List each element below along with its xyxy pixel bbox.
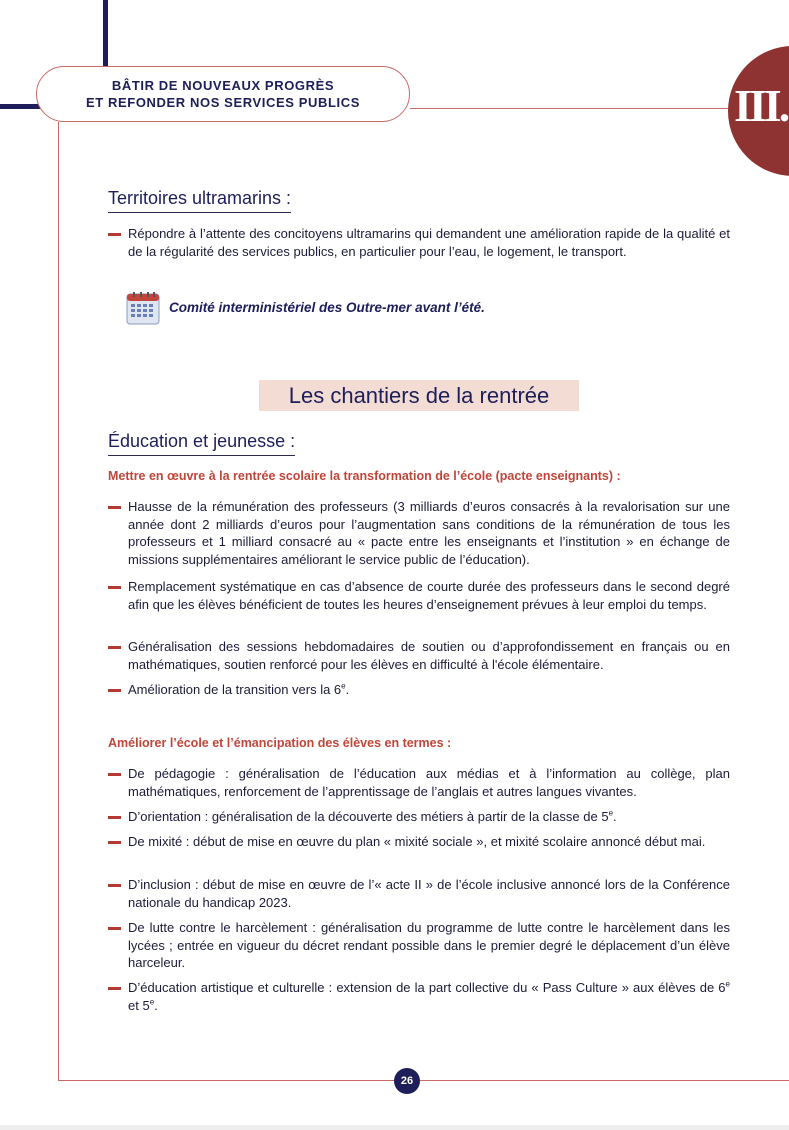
list-item-text: Hausse de la rémunération des professeurs (3 milliards d’euros consacrés à la revalorisation sur une année dont 2 milliards d’euros pour l’augmentation sans conditions de la rémunération de tous les professeurs et 1 milliard consacré au « pacte entre les enseignants et l’institution » en échange de missions supplémentaires améliorant le service public de l’éducation). — [128, 499, 730, 567]
decorative-navy-vertical-line — [103, 0, 108, 66]
header-line-1: BÂTIR DE NOUVEAUX PROGRÈS — [111, 78, 335, 93]
bullet-dash — [108, 506, 121, 509]
bullet-dash — [108, 816, 121, 819]
subsection-title-pacte: Mettre en œuvre à la rentrée scolaire la transformation de l’école (pacte enseignants) : — [108, 469, 621, 483]
list-item-text: D’inclusion : début de mise en œuvre de l’« acte II » de l’école inclusive annoncé lors de la Conférence nationale du handicap 2023. — [128, 877, 730, 910]
frame-left-line — [58, 122, 59, 1080]
bullet-dash — [108, 646, 121, 649]
callout-text: Comité interministériel des Outre-mer avant l’été. — [169, 300, 485, 315]
list-item — [108, 225, 730, 260]
list-item — [108, 979, 730, 1014]
list-item-text: De pédagogie : généralisation de l’éducation aux médias et à l’information au collège, plan mathématiques, renforcement de l’apprentissage de l’anglais et autres langues vivantes. — [128, 766, 730, 799]
list-item-text: Amélioration de la transition vers la 6e. — [128, 681, 350, 697]
list-item — [108, 765, 730, 800]
list-item-text: D’orientation : généralisation de la découverte des métiers à partir de la classe de 5e. — [128, 808, 617, 824]
frame-bottom-line-left — [58, 1080, 394, 1081]
bullet-dash — [108, 233, 121, 236]
list-item — [108, 919, 730, 972]
list-item — [108, 498, 730, 568]
section-title-territoires: Territoires ultramarins : — [108, 188, 291, 213]
bullet-dash — [108, 987, 121, 990]
list-item — [108, 876, 730, 911]
list-item-text: D’éducation artistique et culturelle : extension de la part collective du « Pass Culture » aux élèves de 6e et 5e. — [128, 979, 730, 1013]
bottom-strip — [0, 1125, 789, 1130]
page-number: 26 — [394, 1068, 420, 1094]
calendar-icon — [126, 292, 160, 325]
frame-bottom-line-right — [420, 1080, 789, 1081]
list-item — [108, 808, 730, 826]
list-item-text: Répondre à l’attente des concitoyens ultramarins qui demandent une amélioration rapide de la qualité et de la régularité des services publics, en particulier pour l’eau, le logement, le transport. — [128, 226, 730, 259]
decorative-navy-horizontal-line — [0, 104, 40, 109]
list-item-text: Remplacement systématique en cas d’absence de courte durée des professeurs dans le second degré afin que les élèves bénéficient de toutes les heures d’enseignement prévues à leur emploi du temps. — [128, 579, 730, 612]
bullet-dash — [108, 884, 121, 887]
chapter-header — [36, 66, 410, 122]
bullet-dash — [108, 689, 121, 692]
header-line-2: ET REFONDER NOS SERVICES PUBLICS — [86, 95, 360, 110]
list-item-text: De lutte contre le harcèlement : généralisation du programme de lutte contre le harcèlement dans les lycées ; entrée en vigueur du décret rendant possible dans le premier degré le déplacement d’un élève harceleur. — [128, 920, 730, 970]
section-title-education: Éducation et jeunesse : — [108, 431, 295, 456]
list-item — [108, 578, 730, 613]
list-item — [108, 681, 730, 699]
bullet-dash — [108, 586, 121, 589]
list-item — [108, 833, 730, 851]
list-item — [108, 638, 730, 673]
bullet-dash — [108, 773, 121, 776]
list-item-text: Généralisation des sessions hebdomadaires de soutien ou d’approfondissement en français ou en mathématiques, soutien renforcé pour les élèves en difficulté à l'école élémentaire. — [128, 639, 730, 672]
section-band-title: Les chantiers de la rentrée — [259, 380, 579, 411]
subsection-title-ameliorer: Améliorer l’école et l’émancipation des élèves en termes : — [108, 736, 452, 750]
chapter-number: III. — [734, 80, 788, 131]
bullet-dash — [108, 927, 121, 930]
bullet-dash — [108, 841, 121, 844]
list-item-text: De mixité : début de mise en œuvre du plan « mixité sociale », et mixité scolaire annoncé début mai. — [128, 834, 706, 849]
